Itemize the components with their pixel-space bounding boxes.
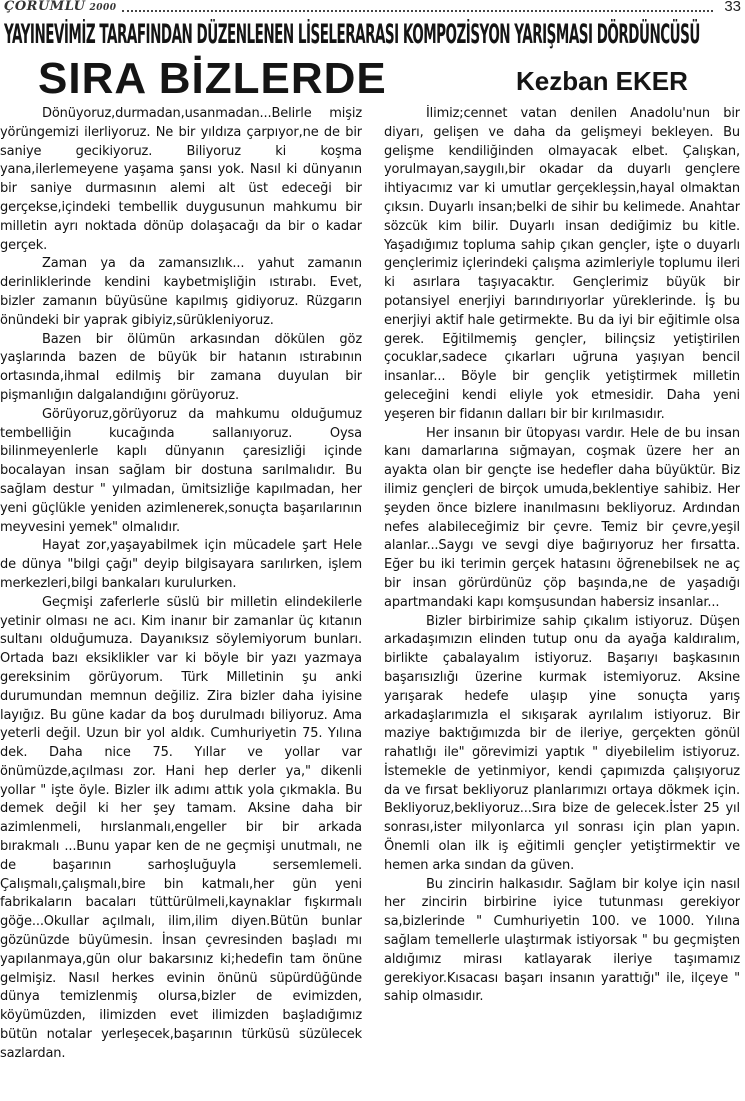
paragraph: Zaman ya da zamansızlık... yahut zamanın derinliklerinde kendini kaybetmişliğin ıstırabı. Evet, bizler zamanın büyüsüne kapılmış gidiyoruz. Rüzgarın önündeki bir yaprak gibiyiz,sürükleniyoruz.	[0, 256, 362, 328]
paragraph: Dönüyoruz,durmadan,usanmadan...Belirle mişiz yörüngemizi ilerliyoruz. Ne bir yıldıza çarpıyor,ne de bir saniye gecikiyoruz. Biliyoruz ki koşma yana,ilerlemeyene yaşama şansı yok. Nasıl ki dünyanın bir saniye durmasının alemi alt üst edeceği bir gerçekse,içindeki tembellik duygusunun mahkumu bir milletin ayrı noktada dönüp dolaşacağı da bir o kadar gerçek.	[0, 106, 362, 253]
publication-title: ÇORUMLU	[4, 0, 86, 14]
paragraph: İlimiz;cennet vatan denilen Anadolu'nun bir diyarı, gelişen ve daha da gelişmeyi bekleyen. Bu gelişme kendiliğinden olmayacak elbet. Çalışkan, yorulmayan,saygılı,bir okadar da duyarlı gençlere ihtiyacımız var ki umutlar gerçekleşsin,hayal olmaktan çıksın. Duyarlı insan;belki de sihir bu kelimede. Anahtar sözcük kim bilir. Duyarlı insan dediğimiz bu kitle. Yaşadığımız topluma sahip çıkan gençler, işte o duyarlı gençlerimiz içlerindeki çalışma azimleriyle toplumu ileri ki asırlara taşıyacaktır. Gençlerimiz büyük bir potansiyel enerjiyi barındırıyorlar yüreklerinde. İş bu enerjiyi aktif hale getirmekte. Bu da iyi bir eğitimle olsa gerek. Eğitilmemiş gençler, bilinçsiz yetiştirilen çocuklar,sadece çıkarları uğruna yaşıyan bencil insanlar... Böyle bir gençlik yetiştirmek milletin geleceğini kendi eliyle yok etmesidir. Daha yeni yeşeren bir fidanın dalları bir bir kırılmasıdır.	[384, 106, 740, 422]
paragraph: Hayat zor,yaşayabilmek için mücadele şart Hele de dünya "bilgi çağı" deyip bilgisayara sarılırken, işlem merkezleri,bilgi bankaları kurulurken.	[0, 538, 362, 591]
paragraph: Bazen bir ölümün arkasından dökülen göz yaşlarında bazen de büyük bir hatanın ıstırabının ortasında,ihmal edilmiş bir zamana duyulan bir pişmanlığın dalgalandığını görüyoruz.	[0, 331, 362, 403]
competition-banner-text: YAYINEVİMİZ TARAFINDAN DÜZENLENEN LİSELERARASI KOMPOZİSYON YARIŞMASI DÖRDÜNCÜSÜ	[4, 19, 700, 49]
article-author: Kezban EKER	[516, 66, 688, 96]
article-title: SIRA BİZLERDE	[38, 54, 387, 103]
page-number: 33	[724, 0, 741, 15]
left-column	[0, 105, 362, 1095]
right-column	[384, 105, 740, 1095]
header-dotted-rule	[122, 10, 713, 12]
page-header	[4, 0, 741, 16]
paragraph: Bu zincirin halkasıdır. Sağlam bir kolye için nasıl her zincirin birbirine iyice tutunması gerekiyor sa,bizlerinde " Cumhuriyetin 100. ve 1000. Yılına sağlam temellerle ulaştırmak istiyorsak " bu geçmişten aldığımız mirası katlayarak ileriye taşımamız gerekiyor.Kısacası başarı insanın yarattığı" ile, ilçeye " sahip olmasıdır.	[384, 876, 740, 1005]
publication-name	[4, 0, 117, 14]
publication-year: 2000	[89, 3, 117, 13]
paragraph: Geçmişi zaferlerle süslü bir milletin elindekilerle yetinir olması ne acı. Kim inanır bir zamanlar üç kıtanın sultanı olduğumuza. Dayanıksız söylemiyorum bunları. Ortada bazı eksiklikler var ki böyle bir yazı yazmaya gereksinim görüyorum. Türk Milletinin şu anki durumundan memnun değiliz. Zira bizler daha iyisine layığız. Bu güne kadar da boş durulmadı biliyoruz. Ama yeterli değil. Uzun bir yol aldık. Cumhuriyetin 75. Yılına dek. Daha nice 75. Yıllar ve yollar var önümüzde,açılması zor. Hani hep derler ya," dikenli yollar " işte öyle. Bizler ilk adımı attık yola çıkmakla. Bu demek değil ki her şey tamam. Aksine daha bir azimlenmeli, hırslanmalı,engeller bir bir arkada bırakmalı ...Bunu yapar ken de ne geçmişi unutmalı, ne de başarının sarhoşluğuyla sersemlemeli. Çalışmalı,çalışmalı,bire bin katmalı,her gün yeni fabrikaların bacaları tüttürülmeli,kaynaklar fışkırmalı göğe...Okullar açılmalı, ilim,ilim diyen.Bütün bunlar gözünüzde büyümesin. İnsan çevresinden başladı mı yapılanmaya,gün olur bakarsınız ki;hedefin tam önüne gelmişiz. Nasıl herkes evinin önünü süpürdüğünde dünya temizlenmiş olursa,bizler de evimizden, köyümüzden, ilimizden evet ilimizden başladığımız bütün notalar yerleşecek,başarının türküsü süzülecek sazlardan.	[0, 594, 362, 1061]
competition-banner	[4, 19, 745, 49]
paragraph: Her insanın bir ütopyası vardır. Hele de bu insan kanı damarlarına sığmayan, coşmak üzere her an ayakta olan bir gençte ise hedefler daha büyüktür. Biz ilimiz gençleri de birçok umuda,beklentiye sahibiz. Her şeyden önce bizlere inanılmasını bekliyoruz. Ardından nefes alabileceğimiz bir çevre. Temiz bir çevre,yeşil alanlar...Saygı ve sevgi diye bağırıyoruz her fırsatta. Eğer bu iki terimin gerçek hatasını öğrenebilsek ne aç bir insan görürdünüz çöp başında,ne de yaşadığı apartmandaki kapı komşusundan habersiz insanlar...	[384, 425, 740, 610]
paragraph: Görüyoruz,görüyoruz da mahkumu olduğumuz tembelliğin kucağında sallanıyoruz. Oysa bilinmeyenlerle kaplı dünyanın çaresizliği içinde bocalayan insan sağlam bir dostuna sarılmalıdır. Bu sağlam destur " yılmadan, ümitsizliğe kapılmadan, her yeni güçlükle yeniden azimlenerek,sonuçta başarılarının meyvesini yemek" olmalıdır.	[0, 406, 362, 535]
paragraph: Bizler birbirimize sahip çıkalım istiyoruz. Düşen arkadaşımızın elinden tutup onu da ayağa kaldıralım, birlikte çabalayalım istiyoruz. Başarıyı başkasının başarısızlığı üzerine kurmak istemiyoruz. Aksine yarışarak hedefe ulaşıp yine sonuçta yarış arkadaşlarımızla el sıkışarak ayrılalım istiyoruz. Bir maziye baktığımızda bir de ileriye, gerçekten gönül rahatlığı ile" görevimizi yaptık " diyebilelim istiyoruz. İstemekle de yetinmiyor, kendi çapımızda çalışıyoruz da ve fırsat bekliyoruz planlarımızı ortaya dökmek için. Bekliyoruz,bekliyoruz...Sıra bize de gelecek.İster 25 yıl sonrası,ister milyonlarca yıl sonrası için plan yapın. Önemli olan ilk iş eğitimli gençler yetiştirmektir ve hemen arka sından da güven.	[384, 613, 740, 873]
